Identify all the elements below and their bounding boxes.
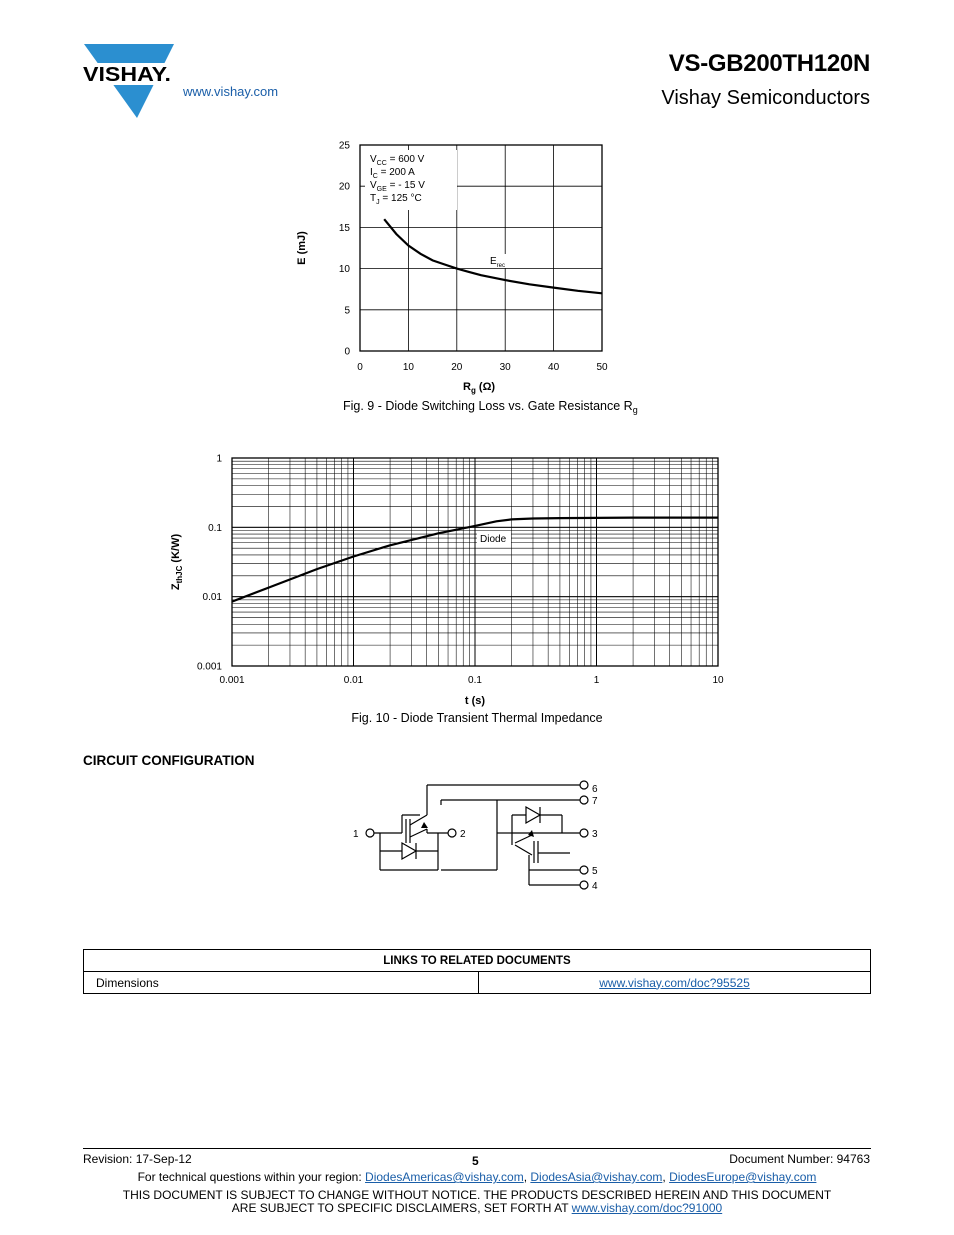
fig9-y-tick: 0 — [344, 346, 350, 358]
disclaimer-link[interactable]: www.vishay.com/doc?91000 — [571, 1201, 723, 1215]
fig10-y-tick: 0.001 — [196, 661, 222, 673]
svg-text:VISHAY.: VISHAY. — [83, 64, 171, 86]
revision-text: Revision: 17-Sep-12 — [83, 1152, 192, 1166]
terminal-7-label: 7 — [592, 796, 598, 807]
dimensions-link[interactable]: www.vishay.com/doc?95525 — [599, 975, 750, 990]
fig9-x-tick: 30 — [499, 362, 511, 373]
separator: , — [523, 1170, 531, 1184]
disclaimer-line-1: THIS DOCUMENT IS SUBJECT TO CHANGE WITHOUT NOTICE. THE PRODUCTS DESCRIBED HEREIN AND THIS DOCUMENT — [122, 1188, 832, 1202]
company-name: Vishay Semiconductors — [661, 87, 870, 109]
table-row — [84, 972, 871, 994]
fig9-cond-ic: $I_C = 200$ A — [370, 167, 415, 180]
circuit-title: CIRCUIT CONFIGURATION — [83, 753, 255, 768]
separator: , — [662, 1170, 670, 1184]
fig10-chart — [0, 440, 954, 740]
fig10-y-tick: 1 — [216, 453, 222, 465]
fig9-cond-vge: $V_{GE}$ = - 15 V — [370, 180, 425, 193]
disclaimer-line-2 — [83, 1201, 871, 1215]
email-americas-link[interactable]: DiodesAmericas@vishay.com — [365, 1170, 524, 1184]
fig9-x-tick: 40 — [548, 362, 560, 373]
dimensions-label: Dimensions — [84, 972, 479, 994]
email-asia-link[interactable]: DiodesAsia@vishay.com — [530, 1170, 663, 1184]
fig9-caption: Fig. 9 - Diode Switching Loss vs. Gate Resistance $R_g$ — [343, 399, 638, 415]
fig9-y-tick: 10 — [338, 264, 350, 276]
fig10-x-tick: 0.1 — [468, 675, 482, 686]
circuit-diagram — [340, 775, 620, 900]
fig9-y-tick: 15 — [338, 222, 350, 234]
terminal-2-label: 2 — [460, 829, 466, 840]
fig9-y-tick: 20 — [338, 181, 350, 193]
fig9-y-tick: 25 — [338, 140, 350, 152]
fig9-cond-vcc: $V_{CC} = 600$ V — [370, 154, 425, 167]
fig9-xlabel: $R_g$ (Ω) — [463, 381, 496, 395]
fig9-y-tick: 5 — [344, 305, 350, 317]
fig9-chart — [0, 0, 954, 430]
fig10-y-tick: 0.1 — [208, 522, 222, 534]
fig9-x-tick: 50 — [596, 362, 608, 373]
fig10-x-tick: 0.001 — [219, 675, 245, 686]
document-number: Document Number: 94763 — [729, 1152, 870, 1166]
support-line — [83, 1170, 871, 1184]
email-europe-link[interactable]: DiodesEurope@vishay.com — [669, 1170, 817, 1184]
fig9-ylabel: E (mJ) — [296, 231, 308, 265]
terminal-6-label: 6 — [592, 784, 598, 795]
fig10-curve-label: Diode — [480, 534, 507, 545]
related-documents-header: LINKS TO RELATED DOCUMENTS — [84, 950, 871, 972]
terminal-5-label: 5 — [592, 866, 598, 877]
related-documents-table — [83, 949, 871, 994]
fig9-curve-label: $E_{rec}$ — [490, 256, 506, 269]
fig9-cond-tj: $T_J = 125$ °C — [370, 193, 422, 206]
fig10-y-tick: 0.01 — [202, 592, 222, 604]
disclaimer-prefix: ARE SUBJECT TO SPECIFIC DISCLAIMERS, SET FORTH AT — [231, 1201, 572, 1215]
fig10-x-tick: 0.01 — [343, 675, 364, 686]
terminal-3-label: 3 — [592, 829, 598, 840]
fig10-ylabel: $Z_{thJC}$ (K/W) — [170, 533, 184, 591]
terminal-4-label: 4 — [592, 881, 598, 892]
footer-divider — [83, 1148, 871, 1149]
fig9-x-tick: 20 — [451, 362, 463, 373]
page-number: 5 — [472, 1154, 479, 1168]
fig10-caption: Fig. 10 - Diode Transient Thermal Impedance — [351, 711, 603, 725]
part-number: VS-GB200TH120N — [668, 50, 870, 77]
fig9-x-tick: 10 — [402, 362, 414, 373]
fig9-x-tick: 0 — [357, 362, 363, 373]
fig10-x-tick: 10 — [712, 675, 724, 686]
fig10-xlabel: t (s) — [464, 695, 486, 707]
fig10-x-tick: 1 — [593, 675, 600, 686]
website-link[interactable]: www.vishay.com — [183, 84, 279, 99]
support-prefix: For technical questions within your region: — [137, 1170, 366, 1184]
terminal-1-label: 1 — [353, 829, 359, 840]
